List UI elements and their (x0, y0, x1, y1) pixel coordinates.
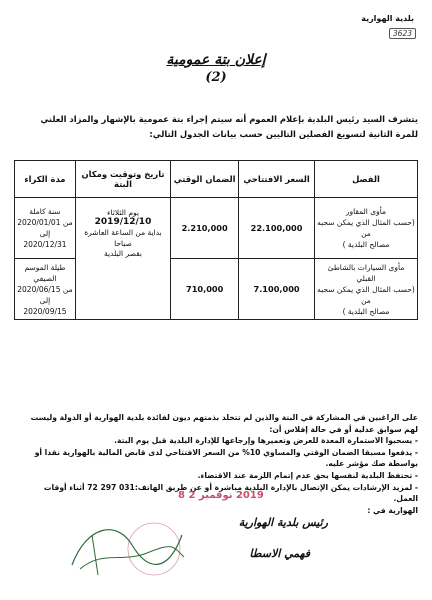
auction-day: يوم الثلاثاء (106, 208, 139, 217)
note-line: - يدفعوا مسبقا الضمان الوقتي والمساوي 10% من السعر الافتتاحي لدى قابض المالية بالهوارية نقدا أو بواسطة صك مؤشر عليه. (34, 447, 418, 469)
col-header-duration: مدة الكراء (15, 161, 76, 198)
opening-price-cell: 7.100,000 (239, 259, 315, 320)
signatory-name: فهمي الاسطا (249, 547, 310, 560)
note-line: - تحتفظ البلدية لنفسها بحق عدم إتمام اللزمة عند الاقتضاء. (197, 470, 418, 480)
table-row (15, 259, 418, 320)
reference-number: 3623 (389, 28, 416, 39)
duration-cell: طيلة الموسم الصيفي من 2020/06/15 إلى 2020/09/15 (15, 259, 76, 320)
auction-place: بقصر البلدية (103, 249, 143, 258)
table-row (15, 198, 418, 259)
item-cell: مأوى السيارات بالشاطئ القبلي (حسب المثال الذي يمكن سحبه من مصالح البلدية ) (314, 259, 417, 320)
announcement-number: (2) (205, 70, 227, 85)
deposit-cell: 710,000 (171, 259, 239, 320)
municipality-header: بلدية الهوارية (361, 14, 414, 23)
auction-table (14, 160, 418, 320)
col-header-opening-price: السعر الافتتاحي (239, 161, 315, 198)
auction-date: 2019/12/10 (94, 217, 152, 227)
note-line: على الراغبين في المشاركة في البتة والذين لم تتخلد بذمتهم ديون لفائدة بلدية الهوارية أو الدولة وليست لهم سوابق عدلية أو في حالة إفلاس أن: (30, 413, 418, 434)
opening-price-cell: 22.100,000 (239, 198, 315, 259)
deposit-cell: 2.210,000 (171, 198, 239, 259)
intro-paragraph (26, 112, 418, 142)
item-cell: مأوى المقاور (حسب المثال الذي يمكن سحبه من مصالح البلدية ) (314, 198, 417, 259)
table-header-row (15, 161, 418, 198)
signature-stamp-icon (62, 505, 192, 585)
note-line: الهوارية في : (367, 505, 418, 515)
col-header-auction: تاريخ وتوقيت ومكان البتة (75, 161, 170, 198)
note-line: - يسحبوا الاستمارة المعدة للعرض وتعميرها وإرجاعها للإدارة البلدية قبل يوم البتة. (114, 436, 418, 446)
page-title: إعلان بتة عمومية (166, 52, 266, 68)
auction-time: بداية من الساعة العاشرة صباحا (84, 228, 162, 248)
duration-cell: سنة كاملة من 2020/01/01 إلى 2020/12/31 (15, 198, 76, 259)
intro-line-1: يتشرف السيد رئيس البلدية بإعلام العموم أنه سيتم إجراء بتة عمومية بالإشهار والمزاد العلني (40, 114, 418, 124)
date-stamp: 2019 نوفمبر 2 8 (178, 490, 264, 501)
col-header-deposit: الضمان الوقتي (171, 161, 239, 198)
signatory-title: رئيس بلدية الهوارية (238, 516, 328, 529)
auction-cell (75, 198, 170, 320)
col-header-item: الفصل (314, 161, 417, 198)
note-line: - لمزيد الإرشادات يمكن الإتصال بالإدارة البلدية مباشرة أو عن طريق الهاتف:031 297 72 أثناء أوقات العمل. (43, 482, 418, 504)
intro-line-2: للمرة الثانية لتسويغ الفصلين التاليين حسب بيانات الجدول التالي: (149, 129, 418, 139)
